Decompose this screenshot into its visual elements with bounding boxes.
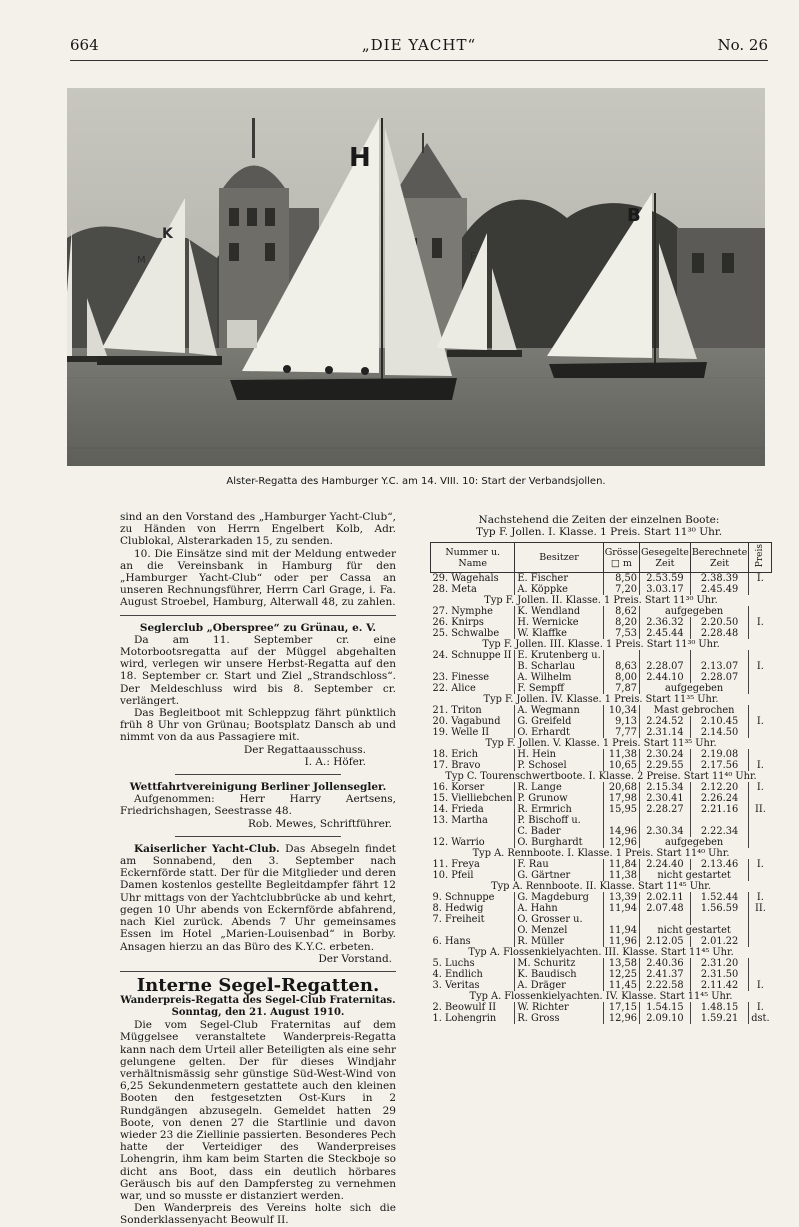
corrected-time [690, 914, 748, 925]
owner: E. Krutenberg u. [515, 650, 603, 661]
prize: II. [754, 803, 766, 815]
divider [175, 836, 341, 837]
class-heading: Typ A. Rennboote. I. Klasse. 1 Preis. Start 11⁴⁰ Uhr. [472, 847, 730, 859]
size: 12,96 [603, 837, 639, 848]
prize [749, 650, 772, 661]
prize: I. [756, 858, 764, 870]
size: 11,96 [603, 936, 639, 947]
boat-name: 14. Frieda [431, 804, 515, 815]
size: 13,39 [603, 892, 639, 903]
prize: I. [756, 715, 764, 727]
table-row [431, 826, 772, 837]
size: 11,94 [603, 925, 639, 936]
size: 10,65 [603, 760, 639, 771]
corrected-time: 2.38.39 [690, 572, 748, 584]
class-heading: Typ A. Flossenkielyachten. IV. Klasse. Start 11⁴⁵ Uhr. [469, 990, 733, 1002]
page-number: 664 [70, 36, 99, 54]
prize: II. [754, 902, 766, 914]
class-heading: Typ A. Rennboote. II. Klasse. Start 11⁴⁵ Uhr. [491, 880, 711, 892]
table-row [431, 815, 772, 826]
class-heading-row [431, 947, 772, 958]
class-heading: Typ C. Tourenschwertboote. I. Klasse. 2 Preise. Start 11⁴⁰ Uhr. [445, 770, 757, 782]
subheading: Wanderpreis-Regatta des Segel-Club Fraternitas. [120, 995, 396, 1007]
table-row [431, 804, 772, 815]
sailed-time: 2.28.27 [639, 804, 690, 815]
boat-name: 22. Alice [431, 683, 515, 694]
boat-name [431, 925, 515, 936]
sailed-time: aufgegeben [639, 683, 748, 694]
sailed-time: aufgegeben [639, 837, 748, 848]
sailed-time: 2.44.10 [639, 672, 690, 683]
corrected-time: 1.48.15 [690, 1002, 748, 1013]
paragraph: Das Begleitboot mit Schleppzug fährt pünktlich früh 8 Uhr von Grünau; Bootsplatz Dansch ab und nimmt von da aus Passagiere mit. [120, 707, 396, 744]
boat-name: 6. Hans [431, 936, 515, 947]
boat-name: 11. Freya [431, 859, 515, 870]
prize [749, 925, 772, 936]
owner: E. Fischer [515, 572, 603, 584]
class-heading-row [431, 738, 772, 749]
boat-name: 4. Endlich [431, 969, 515, 980]
class-heading-row [431, 771, 772, 782]
owner: A. Hahn [515, 903, 603, 914]
sailed-time [639, 650, 690, 661]
boat-name: 10. Pfeil [431, 870, 515, 881]
owner: A. Dräger [515, 980, 603, 991]
corrected-time: 2.28.48 [690, 628, 748, 639]
table-row [431, 727, 772, 738]
corrected-time: 2.12.20 [690, 782, 748, 793]
sailed-time: nicht gestartet [639, 925, 748, 936]
corrected-time: 2.01.22 [690, 936, 748, 947]
size: 11,38 [603, 870, 639, 881]
size: 8,63 [603, 661, 639, 672]
boat-name: 15. Vielliebchen [431, 793, 515, 804]
table-row [431, 870, 772, 881]
class-heading: Typ F. Jollen. III. Klasse. 1 Preis. Start 11³⁰ Uhr. [482, 638, 720, 650]
divider [175, 774, 341, 775]
paragraph: 10. Die Einsätze sind mit der Meldung entweder an die Vereinsbank in Hamburg für den „Hamburger Yacht-Club“ oder per Cassa an unseren Rechnungsführer, Herrn Carl Grage, i. Fa. August Stroebel, Hamburg, Alterwall 48, zu zahlen. [120, 547, 396, 609]
header-owner: Besitzer [515, 543, 603, 572]
boat-name: 24. Schnuppe II [431, 650, 515, 661]
table-row [431, 650, 772, 661]
header-prize: Preis [749, 543, 772, 572]
photo-caption: Alster-Regatta des Hamburger Y.C. am 14. VIII. 10: Start der Verbandsjollen. [226, 476, 606, 487]
boat-name: 29. Wagehals [431, 572, 515, 584]
sailed-time: 1.54.15 [639, 1002, 690, 1013]
prize [749, 584, 772, 595]
boat-name: 1. Lohengrin [431, 1013, 515, 1024]
sail-letter: H [349, 143, 371, 173]
boat-name: 13. Martha [431, 815, 515, 826]
prize: I. [756, 979, 764, 991]
corrected-time [690, 650, 748, 661]
table-row [431, 980, 772, 991]
signature: I. A.: Höfer. [304, 755, 366, 768]
owner: O. Erhardt [515, 727, 603, 738]
boat-name: 19. Welle II [431, 727, 515, 738]
size: 8,50 [603, 572, 639, 584]
prize: I. [756, 616, 764, 628]
owner: O. Grosser u. [515, 914, 603, 925]
sailed-time: 2.24.52 [639, 716, 690, 727]
class-heading: Typ F. Jollen. IV. Klasse. 1 Preis. Start 11³⁵ Uhr. [483, 693, 719, 705]
class-heading: Typ A. Flossenkielyachten. III. Klasse. Start 11⁴⁵ Uhr. [468, 946, 734, 958]
results-table [430, 542, 772, 1023]
divider [120, 615, 396, 616]
paragraph [120, 843, 396, 953]
prize [749, 628, 772, 639]
owner: A. Wegmann [515, 705, 603, 716]
prize: I. [756, 1001, 764, 1013]
paragraph: Den Wanderpreis des Vereins holte sich die Sonderklassenyacht Beowulf II. [120, 1202, 396, 1227]
owner: O. Menzel [515, 925, 603, 936]
class-heading-row [431, 595, 772, 606]
sail-letter: F [470, 250, 477, 263]
owner: R. Gross [515, 1013, 603, 1024]
owner: M. Schuritz [515, 958, 603, 969]
corrected-time: 2.17.56 [690, 760, 748, 771]
corrected-time: 2.10.45 [690, 716, 748, 727]
table-row [431, 903, 772, 914]
paragraph: Die vom Segel-Club Fraternitas auf dem Müggelsee veranstaltete Wanderpreis-Regatta kann nach dem Urteil aller Beteiligten als eine sehr gelungene gelten. Der für dieses Windjahr verhältnismässig sehr günstige Süd-West-Wind von 6,25 Sekundenmetern gestattete auch den kleinen Booten den festgesetzten Ost-Kurs in 2 Rundgängen abzusegeln. Gemeldet hatten 29 Boote, von denen 27 die Startlinie und davon wieder 23 die Ziellinie passierten. Besonderes Pech hatte der Verteidiger des Wanderpreises Lohengrin, ihm kam beim Starten die Steckboje so dicht ans Boot, dass ein deutlich hörbares Geräusch bis auf den Dampfersteg zu vernehmen war, und so musste er distanziert werden. [120, 1019, 396, 1202]
size: 8,20 [603, 617, 639, 628]
sailed-time: 2.41.37 [639, 969, 690, 980]
sailed-time: 2.45.44 [639, 628, 690, 639]
size: 10,34 [603, 705, 639, 716]
sailed-time: Mast gebrochen [639, 705, 748, 716]
owner: A. Wilhelm [515, 672, 603, 683]
corrected-time: 2.21.16 [690, 804, 748, 815]
corrected-time: 2.11.42 [690, 980, 748, 991]
sailed-time [639, 914, 690, 925]
header-size: Grösse □ m [603, 543, 639, 572]
size: 11,84 [603, 859, 639, 870]
table-row [431, 683, 772, 694]
boat-name: 18. Erich [431, 749, 515, 760]
results-intro: Nachstehend die Zeiten der einzelnen Boote: [478, 514, 720, 526]
sailed-time: 2.40.36 [639, 958, 690, 969]
owner: C. Bader [515, 826, 603, 837]
boat-name: 5. Luchs [431, 958, 515, 969]
size: 17,15 [603, 1002, 639, 1013]
size [603, 914, 639, 925]
sailed-time: 2.15.34 [639, 782, 690, 793]
sailed-time: 2.31.14 [639, 727, 690, 738]
table-row [431, 936, 772, 947]
regatta-photo [67, 88, 765, 466]
prize [749, 914, 772, 925]
sailed-time: 2.36.32 [639, 617, 690, 628]
corrected-time: 1.59.21 [690, 1013, 748, 1024]
boat-name: 12. Warrio [431, 837, 515, 848]
prize: I. [756, 891, 764, 903]
sailed-time: 2.53.59 [639, 572, 690, 584]
boat-name: 3. Veritas [431, 980, 515, 991]
owner: R. Müller [515, 936, 603, 947]
sailed-time: 3.03.17 [639, 584, 690, 595]
header-corrected-time: Berechnete Zeit [690, 543, 748, 572]
table-row [431, 705, 772, 716]
prize [749, 793, 772, 804]
section-title: Seglerclub „Oberspree“ zu Grünau, e. V. [139, 621, 377, 634]
size: 8,00 [603, 672, 639, 683]
owner: R. Ermrich [515, 804, 603, 815]
sail-letter: M [137, 255, 146, 266]
owner: H. Wernicke [515, 617, 603, 628]
boat-name: 20. Vagabund [431, 716, 515, 727]
owner: F. Sempff [515, 683, 603, 694]
owner: P. Schosel [515, 760, 603, 771]
owner: G. Greifeld [515, 716, 603, 727]
boat-name: 8. Hedwig [431, 903, 515, 914]
class-heading-row [431, 694, 772, 705]
table-row [431, 782, 772, 793]
prize: I. [756, 759, 764, 771]
sailed-time: 2.30.41 [639, 793, 690, 804]
paragraph: sind an den Vorstand des „Hamburger Yacht-Club“, zu Händen von Herrn Engelbert Kolb, Adr. Clublokal, Alsterarkaden 15, zu senden. [120, 511, 396, 548]
table-row [431, 584, 772, 595]
table-row [431, 958, 772, 969]
boat-name: 23. Finesse [431, 672, 515, 683]
issue-number: No. 26 [717, 36, 768, 54]
class-heading: Typ F. Jollen. I. Klasse. 1 Preis. Start 11³⁰ Uhr. [475, 526, 723, 539]
corrected-time: 2.31.50 [690, 969, 748, 980]
table-row [431, 1002, 772, 1013]
owner: B. Scharlau [515, 661, 603, 672]
table-row [431, 661, 772, 672]
table-row [431, 760, 772, 771]
corrected-time: 2.20.50 [690, 617, 748, 628]
owner: P. Grunow [515, 793, 603, 804]
table-row [431, 969, 772, 980]
page-header [70, 36, 768, 58]
size: 13,58 [603, 958, 639, 969]
size: 11,94 [603, 903, 639, 914]
size: 9,13 [603, 716, 639, 727]
table-row [431, 749, 772, 760]
boat-name: 27. Nymphe [431, 606, 515, 617]
corrected-time: 1.56.59 [690, 903, 748, 914]
corrected-time: 2.26.24 [690, 793, 748, 804]
divider [120, 971, 396, 972]
owner: K. Wendland [515, 606, 603, 617]
corrected-time: 2.22.34 [690, 826, 748, 837]
table-row [431, 572, 772, 584]
boat-name: 25. Schwalbe [431, 628, 515, 639]
class-heading: Typ F. Jollen. V. Klasse. 1 Preis. Start 11³⁵ Uhr. [485, 737, 717, 749]
class-heading-row [431, 881, 772, 892]
sailed-time: 2.30.34 [639, 826, 690, 837]
sail-letter: B [627, 205, 641, 226]
size: 17,98 [603, 793, 639, 804]
sailed-time [639, 815, 690, 826]
left-column [120, 511, 396, 1227]
table-row [431, 859, 772, 870]
size: 8,62 [603, 606, 639, 617]
size: 12,25 [603, 969, 639, 980]
table-row [431, 914, 772, 925]
signature: Der Vorstand. [318, 952, 392, 965]
owner: G. Magdeburg [515, 892, 603, 903]
boat-name: 7. Freiheit [431, 914, 515, 925]
prize [749, 969, 772, 980]
sail-letter: K [162, 226, 173, 242]
sailed-time: aufgegeben [639, 606, 748, 617]
boat-name: 2. Beowulf II [431, 1002, 515, 1013]
corrected-time: 1.52.44 [690, 892, 748, 903]
size: 11,45 [603, 980, 639, 991]
boat-name: 28. Meta [431, 584, 515, 595]
size [603, 650, 639, 661]
class-heading: Typ F. Jollen. II. Klasse. 1 Preis. Start 11³⁰ Uhr. [484, 594, 718, 606]
header-rule [70, 60, 768, 61]
prize [749, 727, 772, 738]
corrected-time: 2.31.20 [690, 958, 748, 969]
signature: Der Regattaausschuss. [243, 743, 366, 756]
boat-name: 16. Korser [431, 782, 515, 793]
subheading: Sonntag, den 21. August 1910. [171, 1007, 345, 1019]
boat-name: 21. Triton [431, 705, 515, 716]
class-heading-row [431, 639, 772, 650]
prize [749, 870, 772, 881]
owner: H. Hein [515, 749, 603, 760]
prize [749, 826, 772, 837]
paragraph: Aufgenommen: Herr Harry Aertsens, Friedrichshagen, Seestrasse 48. [120, 793, 396, 818]
header-sailed-time: Gesegelte Zeit [639, 543, 690, 572]
corrected-time [690, 815, 748, 826]
size [603, 815, 639, 826]
prize: dst. [751, 1012, 770, 1024]
corrected-time: 2.28.07 [690, 672, 748, 683]
section-heading: Interne Segel-Regatten. [136, 974, 380, 996]
size: 15,95 [603, 804, 639, 815]
paragraph: Da am 11. September cr. eine Motorbootsregatta auf der Müggel abgehalten wird, verlegen wir unsere Herbst-Regatta auf den 18. September cr. Start und Ziel „Strandschloss“. Der Meldeschluss wird bis 8. September cr. verlängert. [120, 633, 396, 707]
boat-name: 9. Schnuppe [431, 892, 515, 903]
boat-name [431, 826, 515, 837]
prize [749, 815, 772, 826]
table-row [431, 837, 772, 848]
corrected-time: 2.45.49 [690, 584, 748, 595]
table-row [431, 716, 772, 727]
size: 20,68 [603, 782, 639, 793]
prize [749, 749, 772, 760]
right-column [430, 514, 768, 1024]
prize [749, 958, 772, 969]
size: 7,20 [603, 584, 639, 595]
sailed-time: 2.02.11 [639, 892, 690, 903]
table-row [431, 672, 772, 683]
class-heading-row [431, 848, 772, 859]
owner: P. Bischoff u. [515, 815, 603, 826]
table-row [431, 925, 772, 936]
sailed-time: 2.30.24 [639, 749, 690, 760]
paragraph-text: Das Absegeln findet am Sonnabend, den 3. September nach Eckernförde statt. Der für die Mitglieder und deren Damen kostenlos gestellte Begleitdampfer fährt 12 Uhr mittags von der Yachtclubbrücke ab und kehrt, gegen 10 Uhr abends von Eckernförde abfahrend, nach Kiel zurück. Abends 7 Uhr gemeinsames Essen im Hotel „Marien-Louisenbad“ in Borby. Ansagen hierzu an das Büro des K.Y.C. erbeten. [120, 842, 396, 953]
sailed-time: 2.07.48 [639, 903, 690, 914]
table-row [431, 1013, 772, 1024]
size: 12,96 [603, 1013, 639, 1024]
boat-name: 26. Knirps [431, 617, 515, 628]
corrected-time: 2.13.46 [690, 859, 748, 870]
owner: F. Rau [515, 859, 603, 870]
size: 14,96 [603, 826, 639, 837]
prize [749, 837, 772, 848]
table-row [431, 793, 772, 804]
corrected-time: 2.19.08 [690, 749, 748, 760]
magazine-title: „DIE YACHT“ [361, 36, 477, 54]
prize [749, 683, 772, 694]
corrected-time: 2.14.50 [690, 727, 748, 738]
size: 7,87 [603, 683, 639, 694]
sailed-time: 2.22.58 [639, 980, 690, 991]
table-header-row [431, 543, 772, 572]
prize [749, 672, 772, 683]
class-heading-row [431, 991, 772, 1002]
size: 7,77 [603, 727, 639, 738]
prize [749, 705, 772, 716]
prize [749, 936, 772, 947]
prize: I. [756, 572, 764, 584]
prize [749, 606, 772, 617]
corrected-time: 2.13.07 [690, 661, 748, 672]
header-name: Nummer u. Name [431, 543, 515, 572]
prize: I. [756, 660, 764, 672]
table-row [431, 892, 772, 903]
table-row [431, 606, 772, 617]
owner: K. Baudisch [515, 969, 603, 980]
prize: I. [756, 781, 764, 793]
owner: O. Burghardt [515, 837, 603, 848]
owner: A. Köppke [515, 584, 603, 595]
owner: W. Richter [515, 1002, 603, 1013]
boat-name [431, 661, 515, 672]
table-row [431, 628, 772, 639]
owner: R. Lange [515, 782, 603, 793]
owner: G. Gärtner [515, 870, 603, 881]
section-title: Wettfahrtvereinigung Berliner Jollensegler. [129, 781, 387, 794]
signature: Rob. Mewes, Schriftführer. [247, 817, 392, 830]
size: 11,38 [603, 749, 639, 760]
sailed-time: nicht gestartet [639, 870, 748, 881]
size: 7,53 [603, 628, 639, 639]
sailed-time: 2.09.10 [639, 1013, 690, 1024]
table-row [431, 617, 772, 628]
boat-name: 17. Bravo [431, 760, 515, 771]
sailed-time: 2.24.40 [639, 859, 690, 870]
section-title: Kaiserlicher Yacht-Club. [134, 842, 280, 855]
owner: W. Klaffke [515, 628, 603, 639]
sailed-time: 2.12.05 [639, 936, 690, 947]
sailed-time: 2.28.07 [639, 661, 690, 672]
sailed-time: 2.29.55 [639, 760, 690, 771]
